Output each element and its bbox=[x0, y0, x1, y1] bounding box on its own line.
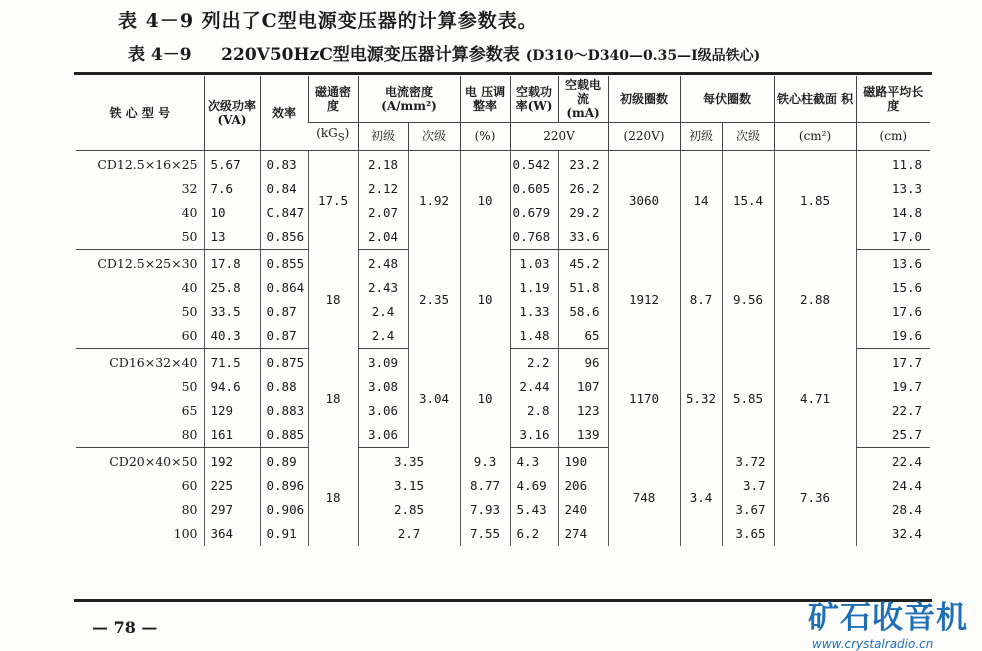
table-cell: 0.84 bbox=[260, 177, 308, 201]
table-row bbox=[76, 150, 930, 177]
table-cell: 100 bbox=[173, 526, 198, 541]
table-cell: 274 bbox=[558, 522, 608, 546]
table-cell: 40.3 bbox=[204, 324, 260, 349]
table-cell: 13.6 bbox=[856, 249, 930, 276]
watermark-url: www.crystalradio.cn bbox=[812, 637, 934, 651]
table-cell: 0.885 bbox=[260, 423, 308, 448]
table-cell: 50 bbox=[181, 304, 198, 319]
table-cell: 3.04 bbox=[408, 348, 460, 447]
table-cell: 33.5 bbox=[204, 300, 260, 324]
table-cell: 14 bbox=[680, 150, 722, 249]
table-cell: 33.6 bbox=[558, 225, 608, 250]
table-cell: 240 bbox=[558, 498, 608, 522]
table-cell: CD12.5×16×25 bbox=[97, 157, 198, 172]
table-cell: 71.5 bbox=[204, 348, 260, 375]
table-cell: 123 bbox=[558, 399, 608, 423]
primary-turns-voltage: (220V) bbox=[608, 122, 680, 150]
table-cell: 80 bbox=[181, 502, 198, 517]
table-cell: 80 bbox=[76, 423, 204, 448]
table-cell: 60 bbox=[76, 324, 204, 349]
table-cell: 2.43 bbox=[358, 276, 408, 300]
table-cell: 1.92 bbox=[408, 150, 460, 249]
table-cell: 3.09 bbox=[358, 348, 408, 375]
table-cell: 17.6 bbox=[856, 300, 930, 324]
table-cell: 32 bbox=[181, 181, 198, 196]
table-cell: 0.88 bbox=[260, 375, 308, 399]
current-density-unit: (A/mm²) bbox=[381, 98, 437, 113]
table-cell: 96 bbox=[558, 348, 608, 375]
table-cell: 2.8 bbox=[510, 399, 558, 423]
header-path-length: 磁路平均长 度 bbox=[856, 76, 930, 122]
table-cell: 5.85 bbox=[722, 348, 774, 447]
table-cell: 25.7 bbox=[856, 423, 930, 448]
table-cell: 13.3 bbox=[856, 177, 930, 201]
table-cell: 3.67 bbox=[722, 498, 774, 522]
table-cell: 9.3 bbox=[460, 447, 510, 474]
header-flux-density: 磁通密度 bbox=[308, 76, 358, 122]
table-cell: 5.32 bbox=[680, 348, 722, 447]
table-cell: 10 bbox=[460, 348, 510, 447]
table-top-rule bbox=[74, 72, 932, 75]
table-cell: 15.6 bbox=[856, 276, 930, 300]
table-cell: 10 bbox=[204, 201, 260, 225]
path-length-unit: (cm) bbox=[856, 122, 930, 150]
table-cell: 4.69 bbox=[510, 474, 558, 498]
table-cell: 2.85 bbox=[358, 498, 460, 522]
table-cell: 206 bbox=[558, 474, 608, 498]
table-cell: 60 bbox=[181, 478, 198, 493]
table-cell: 2.88 bbox=[774, 249, 856, 348]
table-cell: 26.2 bbox=[558, 177, 608, 201]
table-cell: 2.07 bbox=[358, 201, 408, 225]
table-cell: 18 bbox=[308, 447, 358, 546]
table-cell: 0.605 bbox=[510, 177, 558, 201]
table-cell: 19.6 bbox=[856, 324, 930, 349]
table-cell: 0.864 bbox=[260, 276, 308, 300]
table-cell: 3.7 bbox=[722, 474, 774, 498]
table-cell: 4.71 bbox=[774, 348, 856, 447]
table-cell: 29.2 bbox=[558, 201, 608, 225]
table-cell: 4.3 bbox=[510, 447, 558, 474]
table-cell: 94.6 bbox=[204, 375, 260, 399]
table-cell: 24.4 bbox=[856, 474, 930, 498]
table-cell: 0.883 bbox=[260, 399, 308, 423]
table-cell: 2.35 bbox=[408, 249, 460, 348]
table-cell: CD16×32×40 bbox=[109, 355, 198, 370]
table-cell: 3.16 bbox=[510, 423, 558, 448]
table-cell: 3.15 bbox=[358, 474, 460, 498]
table-cell: 2.4 bbox=[358, 324, 408, 349]
table-cell: 22.4 bbox=[856, 447, 930, 474]
header-regulation: 电 压调整率 bbox=[460, 76, 510, 122]
table-cell: 2.18 bbox=[358, 150, 408, 177]
table-cell: 0.87 bbox=[260, 300, 308, 324]
table-cell: 3.4 bbox=[680, 447, 722, 546]
table-cell: 297 bbox=[204, 498, 260, 522]
header-no-load-current: 空载电流(mA) bbox=[558, 76, 608, 122]
table-cell: 107 bbox=[558, 375, 608, 399]
watermark-text: 矿石收音机 bbox=[808, 600, 968, 636]
header-no-load-power: 空载功率(W) bbox=[510, 76, 558, 122]
table-cell: 13 bbox=[204, 225, 260, 250]
header-core-area: 铁心柱截面 积 bbox=[774, 76, 856, 122]
table-cell: 5.43 bbox=[510, 498, 558, 522]
table-cell: 32.4 bbox=[856, 522, 930, 546]
table-cell: 0.896 bbox=[260, 474, 308, 498]
table-cell: 0.89 bbox=[260, 447, 308, 474]
table-cell: 0.906 bbox=[260, 498, 308, 522]
intro-text: 表 4－9 列出了C型电源变压器的计算参数表。 bbox=[118, 10, 538, 32]
table-cell: 50 bbox=[76, 225, 204, 250]
table-cell: 3.06 bbox=[358, 399, 408, 423]
table-cell: 3.72 bbox=[722, 447, 774, 474]
header-secondary-power: 次级功率(VA) bbox=[204, 76, 260, 150]
table-cell: 2.04 bbox=[358, 225, 408, 250]
table-cell: 5.67 bbox=[204, 150, 260, 177]
caption-title: 220V50HzC型电源变压器计算参数表 bbox=[221, 45, 520, 65]
tpv-secondary-header: 次级 bbox=[722, 122, 774, 150]
table-cell: 1170 bbox=[608, 348, 680, 447]
table-cell: 3060 bbox=[608, 150, 680, 249]
header-model: 铁 心 型 号 bbox=[76, 76, 204, 150]
table-cell: 2.48 bbox=[358, 249, 408, 276]
caption-note: (D310～D340—0.35—Ⅰ级品铁心) bbox=[525, 48, 761, 64]
table-cell: 129 bbox=[204, 399, 260, 423]
header-current-density bbox=[358, 76, 460, 122]
table-cell: 1912 bbox=[608, 249, 680, 348]
core-area-unit: (cm²) bbox=[774, 122, 856, 150]
table-cell: 7.6 bbox=[204, 177, 260, 201]
table-cell: 7.55 bbox=[460, 522, 510, 546]
table-cell: 1.85 bbox=[774, 150, 856, 249]
table-cell: 22.7 bbox=[856, 399, 930, 423]
table-cell: 1.19 bbox=[510, 276, 558, 300]
table-cell: 1.48 bbox=[510, 324, 558, 349]
table-cell: 0.83 bbox=[260, 150, 308, 177]
table-cell: 65 bbox=[181, 403, 198, 418]
table-cell: CD20×40×50 bbox=[109, 454, 198, 469]
table-cell: 139 bbox=[558, 423, 608, 448]
table-caption bbox=[128, 40, 760, 65]
table-cell: 25.8 bbox=[204, 276, 260, 300]
table-cell: 17.0 bbox=[856, 225, 930, 250]
flux-unit: $(kG_S)$ bbox=[308, 122, 358, 150]
table-cell: 3.35 bbox=[358, 447, 460, 474]
table-cell: 2.12 bbox=[358, 177, 408, 201]
table-cell: 14.8 bbox=[856, 201, 930, 225]
table-cell: 10 bbox=[460, 249, 510, 348]
table-cell: 2.7 bbox=[358, 522, 460, 546]
table-cell: 225 bbox=[204, 474, 260, 498]
table-cell: 45.2 bbox=[558, 249, 608, 276]
caption-label: 表 4－9 bbox=[128, 45, 192, 65]
header-primary-turns: 初级圈数 bbox=[608, 76, 680, 122]
parameter-table bbox=[76, 76, 930, 546]
table-cell: 8.77 bbox=[460, 474, 510, 498]
table-cell: 9.56 bbox=[722, 249, 774, 348]
table-cell: 190 bbox=[558, 447, 608, 474]
table-cell: 17.7 bbox=[856, 348, 930, 375]
table-cell: 3.65 bbox=[722, 522, 774, 546]
table-cell: 58.6 bbox=[558, 300, 608, 324]
table-cell: 65 bbox=[558, 324, 608, 349]
table-row bbox=[76, 249, 930, 276]
table-cell: 0.856 bbox=[260, 225, 308, 250]
table-cell: 1.33 bbox=[510, 300, 558, 324]
table-cell: 40 bbox=[181, 280, 198, 295]
header-efficiency: 效率 bbox=[260, 76, 308, 150]
table-row bbox=[76, 447, 930, 474]
table-cell: 192 bbox=[204, 447, 260, 474]
cd-secondary-header: 次级 bbox=[408, 122, 460, 150]
table-row bbox=[76, 348, 930, 375]
table-cell: CD12.5×25×30 bbox=[97, 256, 198, 271]
regulation-unit: (%) bbox=[460, 122, 510, 150]
table-cell: 23.2 bbox=[558, 150, 608, 177]
watermark-logo bbox=[808, 592, 968, 651]
table-cell: 2.44 bbox=[510, 375, 558, 399]
table-cell: 18 bbox=[308, 348, 358, 447]
table-cell: 0.542 bbox=[510, 150, 558, 177]
table-cell: 15.4 bbox=[722, 150, 774, 249]
table-cell: 364 bbox=[204, 522, 260, 546]
flux-density-value: 17.5 bbox=[308, 150, 358, 249]
no-load-voltage: 220V bbox=[510, 122, 608, 150]
cd-primary-header: 初级 bbox=[358, 122, 408, 150]
table-cell: 10 bbox=[460, 150, 510, 249]
table-cell: 0.855 bbox=[260, 249, 308, 276]
table-cell: 7.36 bbox=[774, 447, 856, 546]
table-cell: 161 bbox=[204, 423, 260, 448]
header-turns-per-volt: 每伏圈数 bbox=[680, 76, 774, 122]
table-cell: 7.93 bbox=[460, 498, 510, 522]
table-bottom-rule bbox=[74, 599, 932, 602]
table-cell: 3.08 bbox=[358, 375, 408, 399]
page-number: — 78 — bbox=[92, 618, 158, 637]
table-cell: 1.03 bbox=[510, 249, 558, 276]
current-density-label: 电流密度 bbox=[385, 84, 434, 99]
table-cell: 17.8 bbox=[204, 249, 260, 276]
table-cell: 28.4 bbox=[856, 498, 930, 522]
table-cell: 40 bbox=[181, 205, 198, 220]
table-cell: 0.91 bbox=[260, 522, 308, 546]
table-cell: 11.8 bbox=[856, 150, 930, 177]
table-cell: 50 bbox=[181, 379, 198, 394]
table-cell: 0.875 bbox=[260, 348, 308, 375]
tpv-primary-header: 初级 bbox=[680, 122, 722, 150]
table-cell: 6.2 bbox=[510, 522, 558, 546]
table-cell: C.847 bbox=[260, 201, 308, 225]
table-cell: 51.8 bbox=[558, 276, 608, 300]
table-cell: 0.679 bbox=[510, 201, 558, 225]
table-cell: 18 bbox=[308, 249, 358, 348]
table-cell: 8.7 bbox=[680, 249, 722, 348]
table-cell: 19.7 bbox=[856, 375, 930, 399]
table-cell: 748 bbox=[608, 447, 680, 546]
table-cell: 0.768 bbox=[510, 225, 558, 250]
table-cell: 2.4 bbox=[358, 300, 408, 324]
table-cell: 0.87 bbox=[260, 324, 308, 349]
table-cell: 3.06 bbox=[358, 423, 408, 448]
table-cell: 2.2 bbox=[510, 348, 558, 375]
